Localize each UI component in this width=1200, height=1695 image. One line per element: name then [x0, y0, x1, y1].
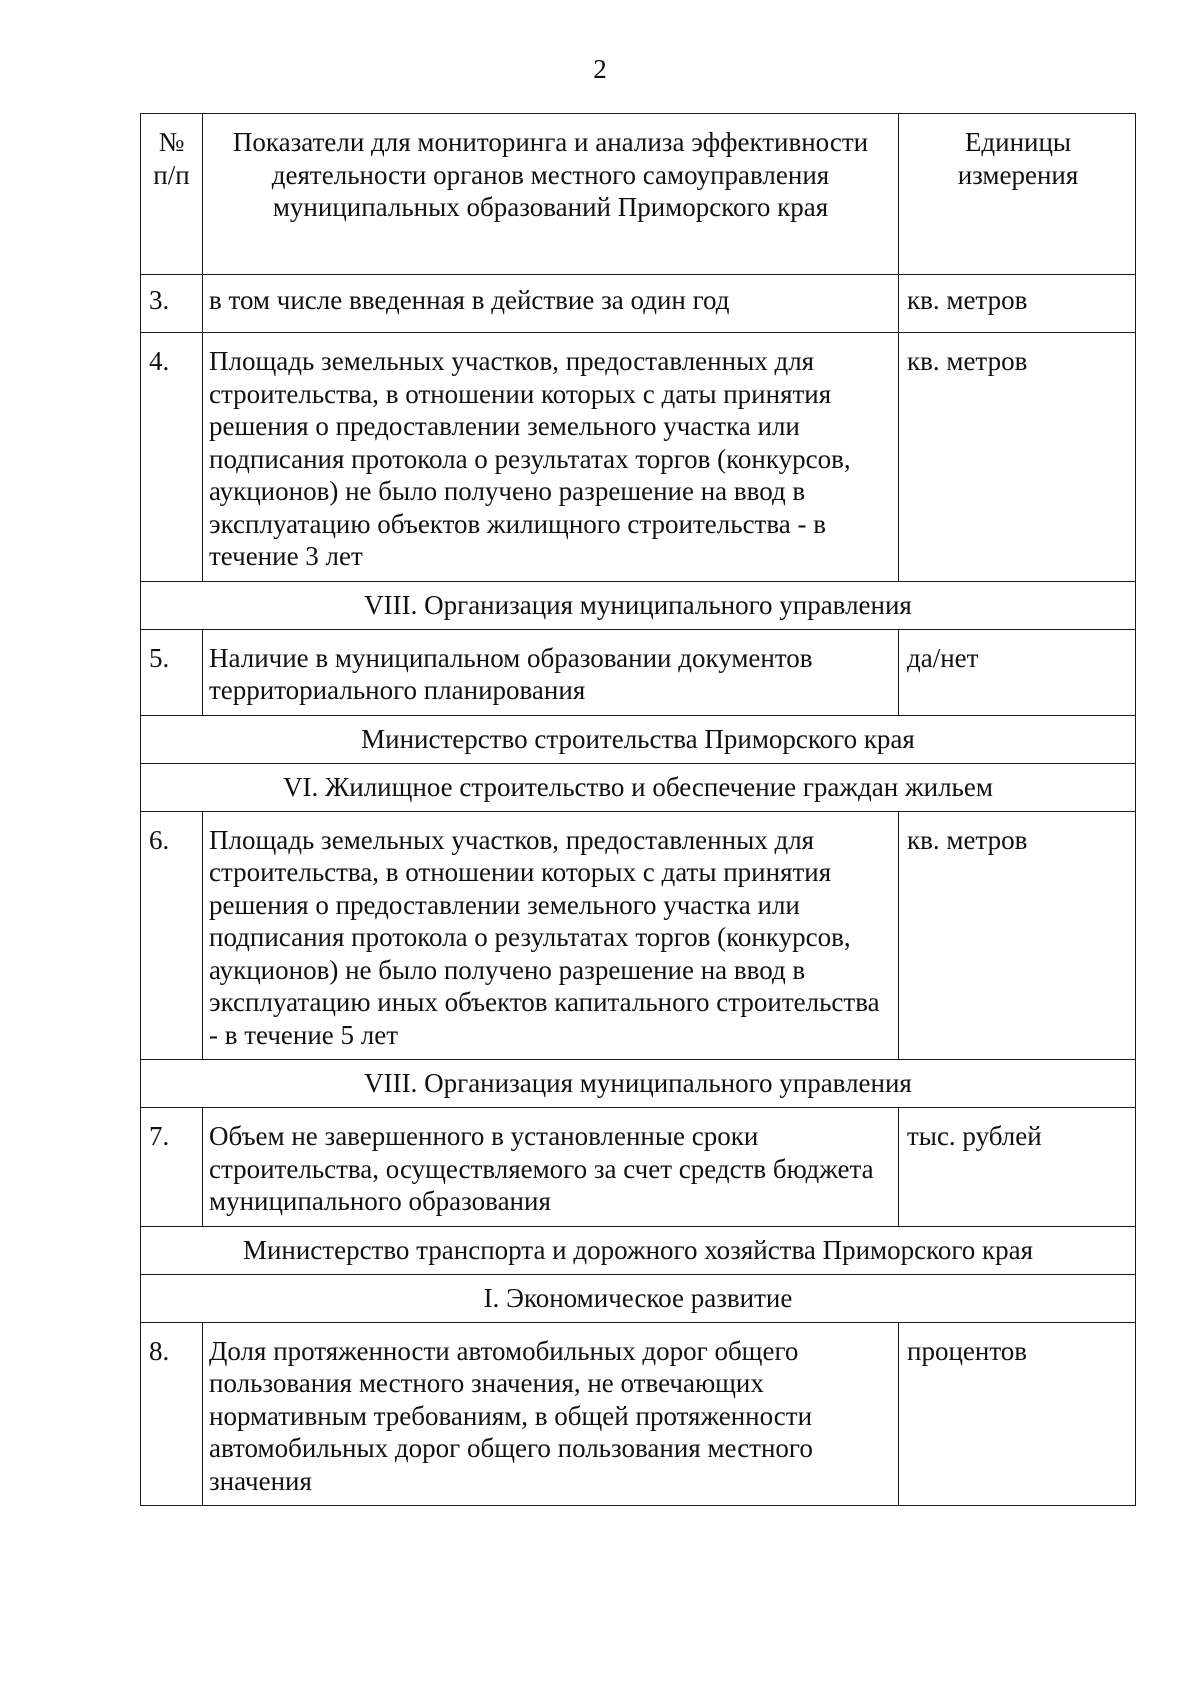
table-row: [141, 629, 1136, 715]
row-indicator: Наличие в муниципальном образовании документов территориального планирования: [203, 629, 899, 715]
row-indicator: Площадь земельных участков, предоставленных для строительства, в отношении которых с даты принятия решения о предоставлении земельного участка или подписания протокола о результатах торгов (конкурсов, аукционов) не было получено разрешение на ввод в эксплуатацию иных объектов капитального строительства - в течение 5 лет: [203, 811, 899, 1060]
table-row: [141, 275, 1136, 333]
section-title: Министерство транспорта и дорожного хозяйства Приморского края: [141, 1226, 1136, 1274]
table-row: [141, 333, 1136, 582]
section-row: [141, 1274, 1136, 1322]
section-row: [141, 581, 1136, 629]
table-header-row: [141, 114, 1136, 275]
section-row: [141, 1226, 1136, 1274]
row-number: 4.: [141, 333, 203, 582]
row-number: 5.: [141, 629, 203, 715]
section-row: [141, 1060, 1136, 1108]
section-row: [141, 715, 1136, 763]
indicators-table: [140, 113, 1136, 1506]
row-number: 7.: [141, 1108, 203, 1227]
row-unit: кв. метров: [899, 333, 1136, 582]
header-indicator: Показатели для мониторинга и анализа эффективности деятельности органов местного самоуправления муниципальных образований Приморского края: [203, 114, 899, 275]
row-number: 6.: [141, 811, 203, 1060]
section-title: VIII. Организация муниципального управления: [141, 581, 1136, 629]
section-title: I. Экономическое развитие: [141, 1274, 1136, 1322]
row-unit: процентов: [899, 1322, 1136, 1506]
section-title: VI. Жилищное строительство и обеспечение граждан жильем: [141, 763, 1136, 811]
row-number: 3.: [141, 275, 203, 333]
table-row: [141, 1322, 1136, 1506]
section-title: VIII. Организация муниципального управления: [141, 1060, 1136, 1108]
row-indicator: Площадь земельных участков, предоставленных для строительства, в отношении которых с даты принятия решения о предоставлении земельного участка или подписания протокола о результатах торгов (конкурсов, аукционов) не было получено разрешение на ввод в эксплуатацию объектов жилищного строительства - в течение 3 лет: [203, 333, 899, 582]
row-number: 8.: [141, 1322, 203, 1506]
table-row: [141, 1108, 1136, 1227]
header-number: № п/п: [141, 114, 203, 275]
row-unit: кв. метров: [899, 275, 1136, 333]
section-row: [141, 763, 1136, 811]
header-unit: Единицы измерения: [899, 114, 1136, 275]
row-unit: да/нет: [899, 629, 1136, 715]
table-row: [141, 811, 1136, 1060]
row-indicator: в том числе введенная в действие за один год: [203, 275, 899, 333]
row-unit: кв. метров: [899, 811, 1136, 1060]
row-unit: тыс. рублей: [899, 1108, 1136, 1227]
row-indicator: Объем не завершенного в установленные сроки строительства, осуществляемого за счет средств бюджета муниципального образования: [203, 1108, 899, 1227]
page-number: 2: [593, 54, 607, 84]
section-title: Министерство строительства Приморского края: [141, 715, 1136, 763]
row-indicator: Доля протяженности автомобильных дорог общего пользования местного значения, не отвечающих нормативным требованиям, в общей протяженности автомобильных дорог общего пользования местного значения: [203, 1322, 899, 1506]
